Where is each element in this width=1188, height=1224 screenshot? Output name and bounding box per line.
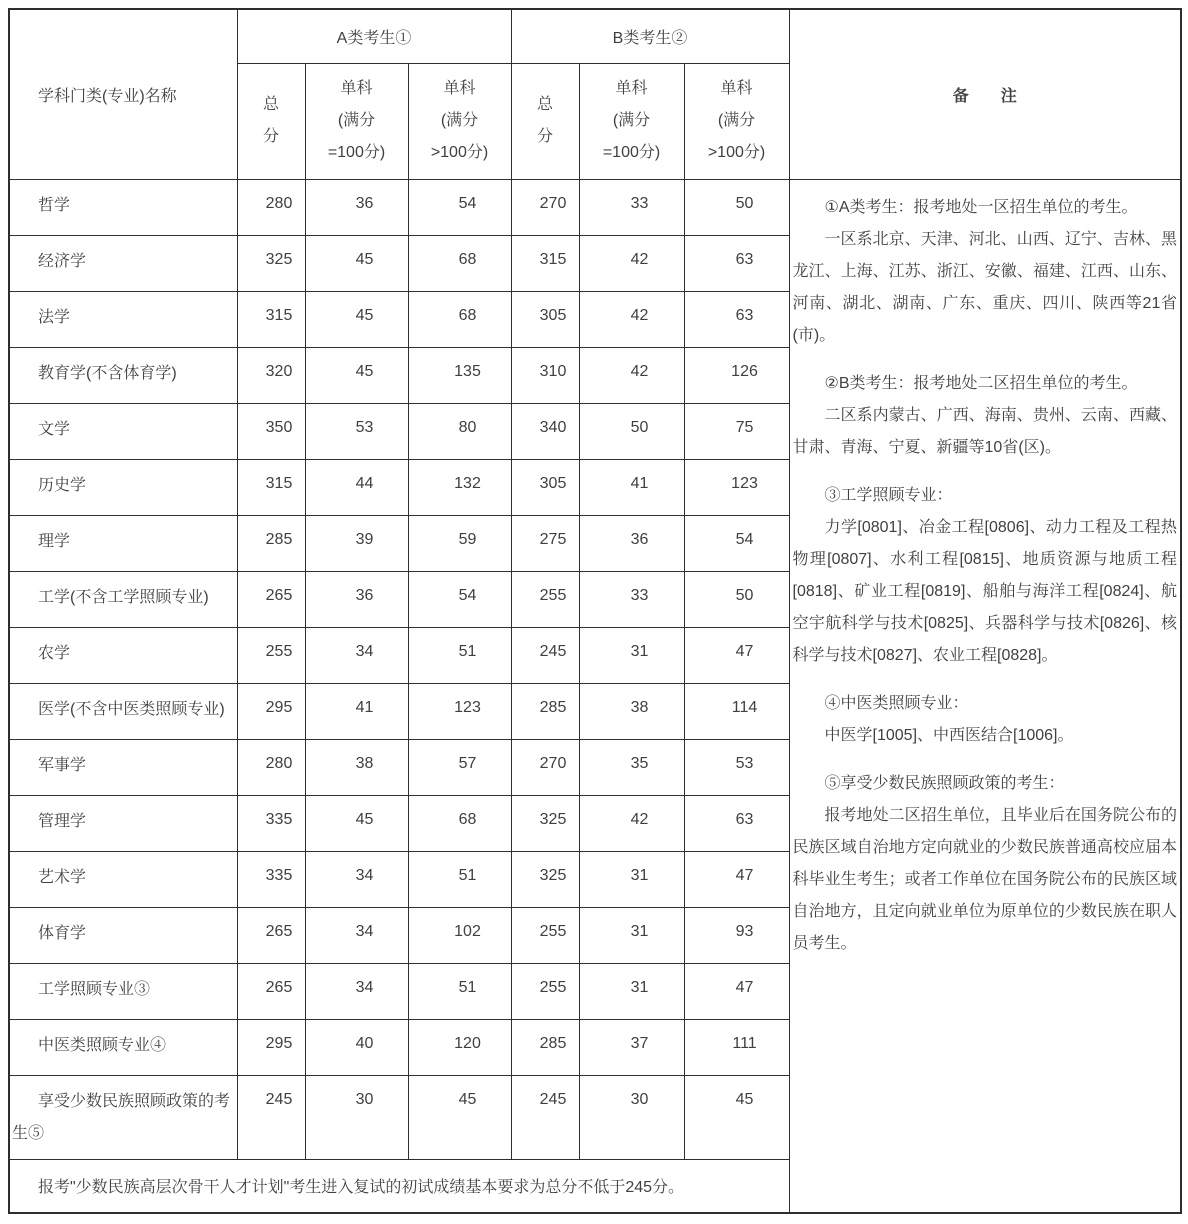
header-remarks: 备 注 xyxy=(789,9,1181,179)
subject-cell: 经济学 xyxy=(9,235,237,291)
score-cell-b: 50 xyxy=(684,179,789,235)
score-cell-b: 41 xyxy=(579,459,684,515)
score-cell-b: 285 xyxy=(511,683,579,739)
score-cell-a: 335 xyxy=(237,795,305,851)
score-cell-a: 280 xyxy=(237,739,305,795)
score-cell-a: 51 xyxy=(408,963,511,1019)
score-cell-a: 350 xyxy=(237,403,305,459)
header-a-total xyxy=(237,63,305,179)
header-b-single-gt100 xyxy=(684,63,789,179)
score-cell-a: 123 xyxy=(408,683,511,739)
header-b-single-eq100-line: =100分) xyxy=(602,144,661,161)
score-cell-a: 36 xyxy=(305,179,408,235)
remark-paragraph: ②B类考生：报考地处二区招生单位的考生。 xyxy=(824,374,1138,392)
header-a-total-line: 总 xyxy=(262,96,279,113)
remark-paragraph: ④中医类照顾专业： xyxy=(824,694,969,712)
score-cell-a: 40 xyxy=(305,1019,408,1075)
score-cell-a: 38 xyxy=(305,739,408,795)
score-cell-b: 75 xyxy=(684,403,789,459)
score-cell-b: 270 xyxy=(511,179,579,235)
score-cell-b: 47 xyxy=(684,851,789,907)
header-a-single-gt100 xyxy=(408,63,511,179)
header-a-single-gt100-line: >100分) xyxy=(430,144,489,161)
score-cell-a: 51 xyxy=(408,627,511,683)
score-cell-b: 275 xyxy=(511,515,579,571)
subject-cell: 哲学 xyxy=(9,179,237,235)
score-cell-a: 30 xyxy=(305,1075,408,1159)
score-cell-b: 37 xyxy=(579,1019,684,1075)
score-cell-b: 305 xyxy=(511,459,579,515)
score-cell-b: 255 xyxy=(511,571,579,627)
score-cell-a: 34 xyxy=(305,963,408,1019)
score-cell-b: 93 xyxy=(684,907,789,963)
score-cell-b: 63 xyxy=(684,291,789,347)
header-group-a: A类考生① xyxy=(237,9,511,63)
score-cell-b: 325 xyxy=(511,795,579,851)
score-cell-b: 42 xyxy=(579,795,684,851)
subject-cell: 教育学(不含体育学) xyxy=(9,347,237,403)
score-cell-b: 31 xyxy=(579,627,684,683)
score-cell-a: 45 xyxy=(305,795,408,851)
score-cell-b: 255 xyxy=(511,907,579,963)
score-table xyxy=(8,8,1182,1214)
score-cell-b: 114 xyxy=(684,683,789,739)
score-cell-a: 57 xyxy=(408,739,511,795)
score-cell-b: 285 xyxy=(511,1019,579,1075)
subject-cell: 历史学 xyxy=(9,459,237,515)
subject-cell: 中医类照顾专业④ xyxy=(9,1019,237,1075)
score-cell-a: 59 xyxy=(408,515,511,571)
score-cell-a: 45 xyxy=(305,235,408,291)
score-cell-b: 310 xyxy=(511,347,579,403)
header-a-single-eq100-line: (满分 xyxy=(337,112,376,129)
score-cell-b: 123 xyxy=(684,459,789,515)
subject-cell: 管理学 xyxy=(9,795,237,851)
score-cell-b: 31 xyxy=(579,907,684,963)
header-a-single-eq100-line: =100分) xyxy=(327,144,386,161)
remark-paragraph: 力学[0801]、冶金工程[0806]、动力工程及工程热物理[0807]、水利工程[0815]、地质资源与地质工程[0818]、矿业工程[0819]、船舶与海洋工程[0824]、航空宇航科学与技术[0825]、兵器科学与技术[0826]、核科学与技术[0827]、农业工程[0828]。 xyxy=(792,518,1178,664)
score-cell-b: 47 xyxy=(684,627,789,683)
header-row-groups xyxy=(9,9,1181,63)
subject-cell: 工学照顾专业③ xyxy=(9,963,237,1019)
score-cell-a: 295 xyxy=(237,683,305,739)
score-cell-a: 255 xyxy=(237,627,305,683)
score-cell-a: 51 xyxy=(408,851,511,907)
score-cell-a: 68 xyxy=(408,291,511,347)
header-b-single-gt100-line: >100分) xyxy=(707,144,766,161)
score-cell-a: 53 xyxy=(305,403,408,459)
header-b-single-eq100 xyxy=(579,63,684,179)
score-cell-a: 68 xyxy=(408,795,511,851)
score-cell-b: 42 xyxy=(579,347,684,403)
score-cell-b: 325 xyxy=(511,851,579,907)
score-cell-a: 315 xyxy=(237,459,305,515)
header-b-single-eq100-line: 单科 xyxy=(615,80,648,97)
score-cell-b: 33 xyxy=(579,571,684,627)
remark-paragraph: ⑤享受少数民族照顾政策的考生： xyxy=(824,774,1065,792)
score-cell-a: 335 xyxy=(237,851,305,907)
header-a-total-line: 分 xyxy=(262,128,279,145)
remark-paragraph: ③工学照顾专业： xyxy=(824,486,953,504)
score-cell-a: 120 xyxy=(408,1019,511,1075)
score-cell-a: 44 xyxy=(305,459,408,515)
score-cell-b: 33 xyxy=(579,179,684,235)
header-b-total xyxy=(511,63,579,179)
header-a-single-eq100-line: 单科 xyxy=(340,80,373,97)
score-cell-b: 245 xyxy=(511,1075,579,1159)
header-b-single-gt100-line: 单科 xyxy=(720,80,753,97)
score-cell-b: 42 xyxy=(579,235,684,291)
score-cell-b: 63 xyxy=(684,235,789,291)
score-cell-b: 31 xyxy=(579,963,684,1019)
score-cell-b: 245 xyxy=(511,627,579,683)
score-cell-b: 31 xyxy=(579,851,684,907)
score-cell-a: 34 xyxy=(305,907,408,963)
subject-cell: 农学 xyxy=(9,627,237,683)
score-cell-a: 54 xyxy=(408,179,511,235)
score-cell-b: 63 xyxy=(684,795,789,851)
score-cell-a: 54 xyxy=(408,571,511,627)
score-cell-a: 265 xyxy=(237,571,305,627)
score-cell-b: 35 xyxy=(579,739,684,795)
header-b-total-line: 分 xyxy=(537,128,554,145)
score-cell-a: 132 xyxy=(408,459,511,515)
score-cell-a: 245 xyxy=(237,1075,305,1159)
subject-cell: 法学 xyxy=(9,291,237,347)
score-cell-b: 53 xyxy=(684,739,789,795)
subject-cell: 艺术学 xyxy=(9,851,237,907)
score-cell-b: 340 xyxy=(511,403,579,459)
score-cell-a: 320 xyxy=(237,347,305,403)
header-b-total-line: 总 xyxy=(537,96,554,113)
remark-paragraph: 一区系北京、天津、河北、山西、辽宁、吉林、黑龙江、上海、江苏、浙江、安徽、福建、江西、山东、河南、湖北、湖南、广东、重庆、四川、陕西等21省(市)。 xyxy=(792,230,1178,344)
header-b-single-gt100-line: (满分 xyxy=(717,112,756,129)
score-cell-b: 315 xyxy=(511,235,579,291)
subject-cell: 军事学 xyxy=(9,739,237,795)
score-cell-b: 38 xyxy=(579,683,684,739)
score-cell-b: 126 xyxy=(684,347,789,403)
score-cell-b: 50 xyxy=(579,403,684,459)
score-cell-b: 45 xyxy=(684,1075,789,1159)
score-cell-a: 34 xyxy=(305,627,408,683)
score-cell-b: 47 xyxy=(684,963,789,1019)
remarks-cell xyxy=(789,179,1181,1213)
score-cell-a: 34 xyxy=(305,851,408,907)
score-cell-a: 315 xyxy=(237,291,305,347)
subject-cell: 医学(不含中医类照顾专业) xyxy=(9,683,237,739)
score-cell-a: 45 xyxy=(305,347,408,403)
score-cell-b: 270 xyxy=(511,739,579,795)
subject-cell: 体育学 xyxy=(9,907,237,963)
score-cell-b: 111 xyxy=(684,1019,789,1075)
remark-paragraph: 二区系内蒙古、广西、海南、贵州、云南、西藏、甘肃、青海、宁夏、新疆等10省(区)。 xyxy=(792,406,1178,456)
score-cell-b: 255 xyxy=(511,963,579,1019)
remark-paragraph: ①A类考生：报考地处一区招生单位的考生。 xyxy=(824,198,1138,216)
header-subject-category: 学科门类(专业)名称 xyxy=(9,9,237,179)
subject-cell: 理学 xyxy=(9,515,237,571)
score-cell-b: 30 xyxy=(579,1075,684,1159)
score-cell-a: 102 xyxy=(408,907,511,963)
table-row xyxy=(9,179,1181,235)
score-cell-a: 295 xyxy=(237,1019,305,1075)
header-group-b: B类考生② xyxy=(511,9,789,63)
score-cell-a: 39 xyxy=(305,515,408,571)
header-a-single-gt100-line: 单科 xyxy=(443,80,476,97)
score-cell-a: 135 xyxy=(408,347,511,403)
remark-paragraph: 中医学[1005]、中西医结合[1006]。 xyxy=(824,726,1074,744)
score-cell-a: 45 xyxy=(305,291,408,347)
subject-cell: 享受少数民族照顾政策的考生⑤ xyxy=(9,1075,237,1159)
score-cell-a: 325 xyxy=(237,235,305,291)
score-cell-a: 41 xyxy=(305,683,408,739)
score-cell-a: 45 xyxy=(408,1075,511,1159)
score-cell-a: 36 xyxy=(305,571,408,627)
subject-cell: 文学 xyxy=(9,403,237,459)
header-b-single-eq100-line: (满分 xyxy=(612,112,651,129)
score-cell-a: 265 xyxy=(237,907,305,963)
score-cell-b: 42 xyxy=(579,291,684,347)
score-cell-b: 36 xyxy=(579,515,684,571)
score-cell-a: 265 xyxy=(237,963,305,1019)
footer-note: 报考"少数民族高层次骨干人才计划"考生进入复试的初试成绩基本要求为总分不低于245分。 xyxy=(9,1159,789,1213)
score-cell-b: 50 xyxy=(684,571,789,627)
score-cell-b: 305 xyxy=(511,291,579,347)
score-cell-a: 285 xyxy=(237,515,305,571)
header-a-single-gt100-line: (满分 xyxy=(440,112,479,129)
score-cell-a: 68 xyxy=(408,235,511,291)
remark-paragraph: 报考地处二区招生单位，且毕业后在国务院公布的民族区域自治地方定向就业的少数民族普通高校应届本科毕业生考生；或者工作单位在国务院公布的民族区域自治地方，且定向就业单位为原单位的少数民族在职人员考生。 xyxy=(792,806,1178,952)
score-cell-a: 80 xyxy=(408,403,511,459)
score-cell-a: 280 xyxy=(237,179,305,235)
header-a-single-eq100 xyxy=(305,63,408,179)
subject-cell: 工学(不含工学照顾专业) xyxy=(9,571,237,627)
score-cell-b: 54 xyxy=(684,515,789,571)
